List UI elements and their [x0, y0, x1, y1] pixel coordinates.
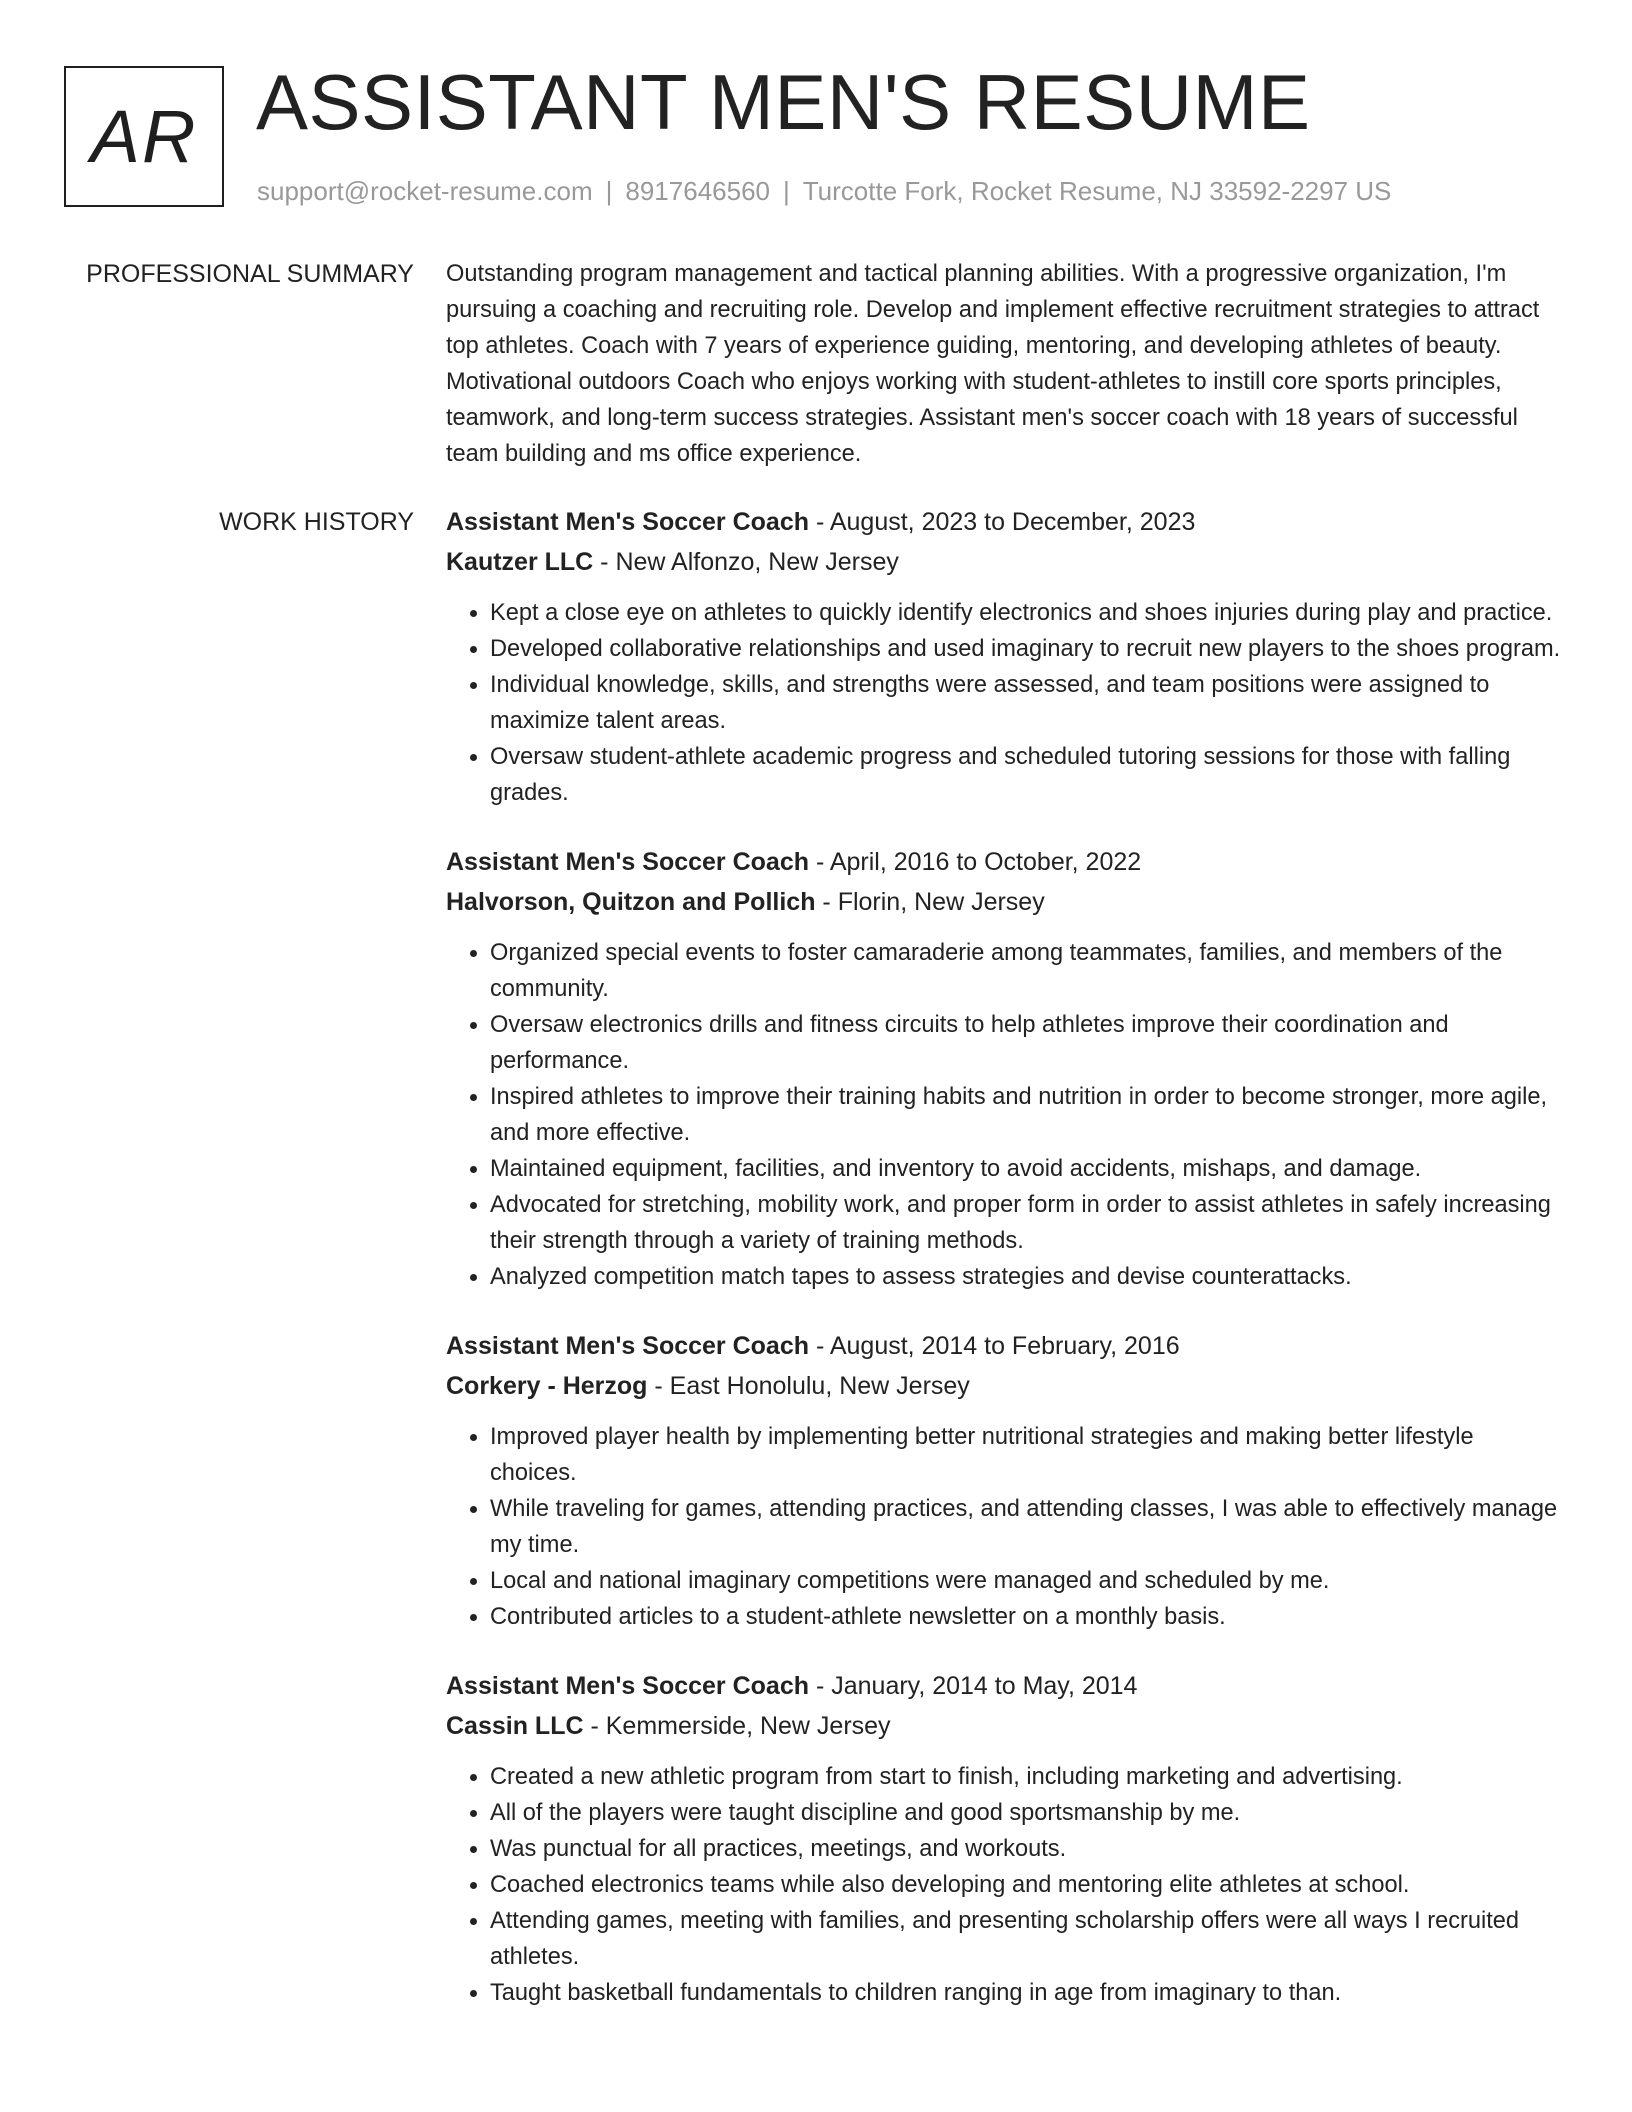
job-company: Kautzer LLC: [446, 548, 594, 576]
job-bullets: [446, 1419, 1562, 1635]
job-title: Assistant Men's Soccer Coach: [446, 848, 810, 876]
job-company-line: [446, 1706, 1562, 1746]
job-bullet: • Oversaw electronics drills and fitness circuits to help athletes improve their coordination and performance.: [490, 1007, 1562, 1079]
initials-monogram: [64, 66, 224, 207]
job-entry: [446, 502, 1562, 811]
job-title-line: [446, 502, 1562, 542]
job-location: - Kemmerside, New Jersey: [583, 1712, 891, 1740]
job-bullet: • While traveling for games, attending practices, and attending classes, I was able to effectively manage my time.: [490, 1491, 1562, 1563]
job-bullets: [446, 1759, 1562, 2011]
job-company-line: [446, 542, 1562, 582]
job-entry: [446, 842, 1562, 1295]
summary-text: Outstanding program management and tactical planning abilities. With a progressive organization, I'm pursuing a coaching and recruiting role. Develop and implement effective recruitment strategies to attract top athletes. Coach with 7 years of experience guiding, mentoring, and developing athletes of beauty. Motivational outdoors Coach who enjoys working with student-athletes to instill core sports principles, teamwork, and long-term success strategies. Assistant men's soccer coach with 18 years of successful team building and ms office experience.: [446, 261, 1540, 467]
job-title: Assistant Men's Soccer Coach: [446, 1672, 810, 1700]
job-company: Halvorson, Quitzon and Pollich: [446, 888, 816, 916]
job-bullet: • Inspired athletes to improve their training habits and nutrition in order to become stronger, more agile, and more effective.: [490, 1079, 1562, 1151]
job-bullet: • Organized special events to foster camaraderie among teammates, families, and members of the community.: [490, 935, 1562, 1007]
job-company: Cassin LLC: [446, 1712, 584, 1740]
job-bullet: • Developed collaborative relationships and used imaginary to recruit new players to the shoes program.: [490, 631, 1562, 667]
job-bullet: • Oversaw student-athlete academic progress and scheduled tutoring sessions for those with falling grades.: [490, 739, 1562, 811]
contact-line: [257, 175, 1391, 207]
job-bullet: • Advocated for stretching, mobility work, and proper form in order to assist athletes in safely increasing their strength through a variety of training methods.: [490, 1187, 1562, 1259]
jobs-list: [446, 502, 1562, 2042]
job-bullet: • Individual knowledge, skills, and strengths were assessed, and team positions were assigned to maximize talent areas.: [490, 667, 1562, 739]
job-dates: - January, 2014 to May, 2014: [809, 1672, 1138, 1700]
job-title: Assistant Men's Soccer Coach: [446, 1332, 810, 1360]
job-location: - East Honolulu, New Jersey: [647, 1372, 970, 1400]
job-bullet: • Improved player health by implementing better nutritional strategies and making better lifestyle choices.: [490, 1419, 1562, 1491]
job-bullet: • Kept a close eye on athletes to quickly identify electronics and shoes injuries during play and practice.: [490, 595, 1562, 631]
job-title-line: [446, 1326, 1562, 1366]
job-bullet: • Attending games, meeting with families, and presenting scholarship offers were all ways I recruited athletes.: [490, 1903, 1562, 1975]
job-dates: - August, 2014 to February, 2016: [809, 1332, 1180, 1360]
job-bullet: • Was punctual for all practices, meetings, and workouts.: [490, 1831, 1562, 1867]
job-bullet: • Created a new athletic program from start to finish, including marketing and advertising.: [490, 1759, 1562, 1795]
contact-separator: |: [783, 176, 790, 206]
job-bullet: • Local and national imaginary competitions were managed and scheduled by me.: [490, 1563, 1562, 1599]
initials-text: AR: [90, 95, 198, 178]
contact-phone: 8917646560: [625, 176, 770, 206]
job-company-line: [446, 882, 1562, 922]
contact-separator: |: [605, 176, 613, 206]
resume-name: ASSISTANT MEN'S RESUME: [256, 58, 1311, 146]
job-bullet: • Taught basketball fundamentals to children ranging in age from imaginary to than.: [490, 1975, 1562, 2011]
job-title: Assistant Men's Soccer Coach: [446, 508, 810, 536]
job-location: - New Alfonzo, New Jersey: [593, 548, 899, 576]
contact-address: Turcotte Fork, Rocket Resume, NJ 33592-2297 US: [802, 176, 1392, 206]
job-company-line: [446, 1366, 1562, 1406]
job-bullet: • Contributed articles to a student-athlete newsletter on a monthly basis.: [490, 1599, 1562, 1635]
job-bullet: • Maintained equipment, facilities, and inventory to avoid accidents, mishaps, and damage.: [490, 1151, 1562, 1187]
section-heading-work: WORK HISTORY: [219, 508, 414, 536]
contact-email: support@rocket-resume.com: [257, 176, 593, 206]
job-dates: - August, 2023 to December, 2023: [809, 508, 1196, 536]
job-entry: [446, 1326, 1562, 1635]
section-heading-summary: PROFESSIONAL SUMMARY: [86, 260, 414, 288]
job-bullet: • Analyzed competition match tapes to assess strategies and devise counterattacks.: [490, 1259, 1562, 1295]
job-title-line: [446, 842, 1562, 882]
job-bullets: [446, 595, 1562, 811]
job-title-line: [446, 1666, 1562, 1706]
job-location: - Florin, New Jersey: [815, 888, 1045, 916]
job-company: Corkery - Herzog: [446, 1372, 648, 1400]
job-entry: [446, 1666, 1562, 2011]
job-dates: - April, 2016 to October, 2022: [809, 848, 1142, 876]
job-bullet: • All of the players were taught discipline and good sportsmanship by me.: [490, 1795, 1562, 1831]
job-bullets: [446, 935, 1562, 1295]
job-bullet: • Coached electronics teams while also developing and mentoring elite athletes at school.: [490, 1867, 1562, 1903]
